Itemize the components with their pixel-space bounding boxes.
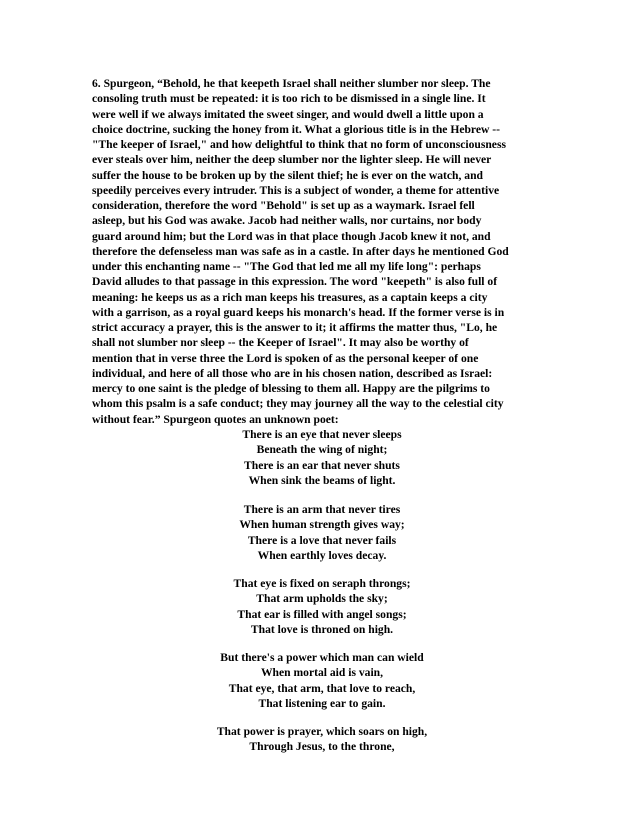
poem-line: When earthly loves decay.: [257, 548, 387, 562]
prose-line: individual, and here of all those who are in his chosen nation, described as Israel:: [92, 366, 493, 380]
poem-line: Beneath the wing of night;: [256, 443, 388, 457]
poem-line: That ear is filled with angel songs;: [237, 607, 407, 621]
prose-line: suffer the house to be broken up by the silent thief; he is ever on the watch, and: [92, 168, 483, 182]
prose-line: strict accuracy a prayer, this is the answer to it; it affirms the matter thus, "Lo, he: [92, 321, 498, 334]
poem-line: That arm upholds the sky;: [256, 592, 388, 606]
poem-line: There is an eye that never sleeps: [242, 428, 402, 441]
poem-line: That power is prayer, which soars on high,: [216, 725, 428, 738]
poem-line: That eye, that arm, that love to reach,: [228, 681, 416, 695]
poem-line: That listening ear to gain.: [258, 696, 386, 710]
prose-line: asleep, but his God was awake. Jacob had neither walls, nor curtains, nor body: [92, 214, 482, 228]
prose-line: with a garrison, as a royal guard keeps his monarch's head. If the former verse is in: [92, 305, 505, 319]
poem-stanza-3: [92, 576, 552, 637]
poem-line: There is an ear that never shuts: [244, 458, 400, 472]
poem-line: When sink the beams of light.: [248, 473, 396, 487]
prose-line: meaning: he keeps us as a rich man keeps his treasures, as a captain keeps a city: [92, 290, 488, 304]
prose-line: guard around him; but the Lord was in that place though Jacob knew it not, and: [92, 229, 491, 243]
poem-line: But there's a power which man can wield: [220, 651, 424, 664]
prose-line: without fear.” Spurgeon quotes an unknown poet:: [92, 412, 339, 426]
prose-line: ever steals over him, neither the deep slumber nor the lighter sleep. He will never: [92, 153, 492, 167]
poem-stanza-1: [92, 427, 552, 488]
prose-line: under this enchanting name -- "The God that led me all my life long": perhaps: [92, 260, 481, 273]
prose-line: 6. Spurgeon, “Behold, he that keepeth Israel shall neither slumber nor sleep. The: [92, 77, 491, 90]
poem-line: There is a love that never fails: [247, 533, 397, 547]
prose-line: whom this psalm is a safe conduct; they may journey all the way to the celestial city: [92, 397, 504, 411]
poem-line: That eye is fixed on seraph throngs;: [233, 577, 411, 590]
poem-line: That love is throned on high.: [250, 622, 394, 636]
prose-line: therefore the defenseless man was safe as in a castle. In after days he mentioned God: [92, 244, 509, 258]
prose-line: mercy to one saint is the pledge of blessing to them all. Happy are the pilgrims to: [92, 382, 490, 395]
poem-line: Through Jesus, to the throne,: [249, 740, 395, 754]
poem-line: There is an arm that never tires: [243, 503, 401, 516]
prose-line: shall not slumber nor sleep -- the Keeper of Israel". It may also be worthy of: [92, 336, 469, 350]
prose-line: "The keeper of Israel," and how delightful to think that no form of unconsciousness: [92, 138, 506, 151]
commentary-paragraph: [92, 76, 552, 427]
prose-line: choice doctrine, sucking the honey from it. What a glorious title is in the Hebrew --: [92, 122, 501, 136]
prose-line: speedily perceives every intruder. This is a subject of wonder, a theme for attentive: [92, 183, 500, 197]
prose-line: were well if we always imitated the sweet singer, and would dwell a little upon a: [92, 107, 484, 121]
prose-line: consoling truth must be repeated: it is too rich to be dismissed in a single line. It: [92, 92, 486, 106]
poem-stanza-4: [92, 650, 552, 711]
prose-line: consideration, therefore the word "Behold" is set up as a waymark. Israel fell: [92, 199, 475, 212]
prose-line: mention that in verse three the Lord is spoken of as the personal keeper of one: [92, 351, 479, 365]
poem-line: When human strength gives way;: [239, 518, 405, 532]
poem-stanza-5: [92, 724, 552, 755]
poem-stanza-2: [92, 502, 552, 563]
prose-line: David alludes to that passage in this expression. The word "keepeth" is also full of: [92, 275, 498, 289]
poem-line: When mortal aid is vain,: [260, 666, 384, 680]
